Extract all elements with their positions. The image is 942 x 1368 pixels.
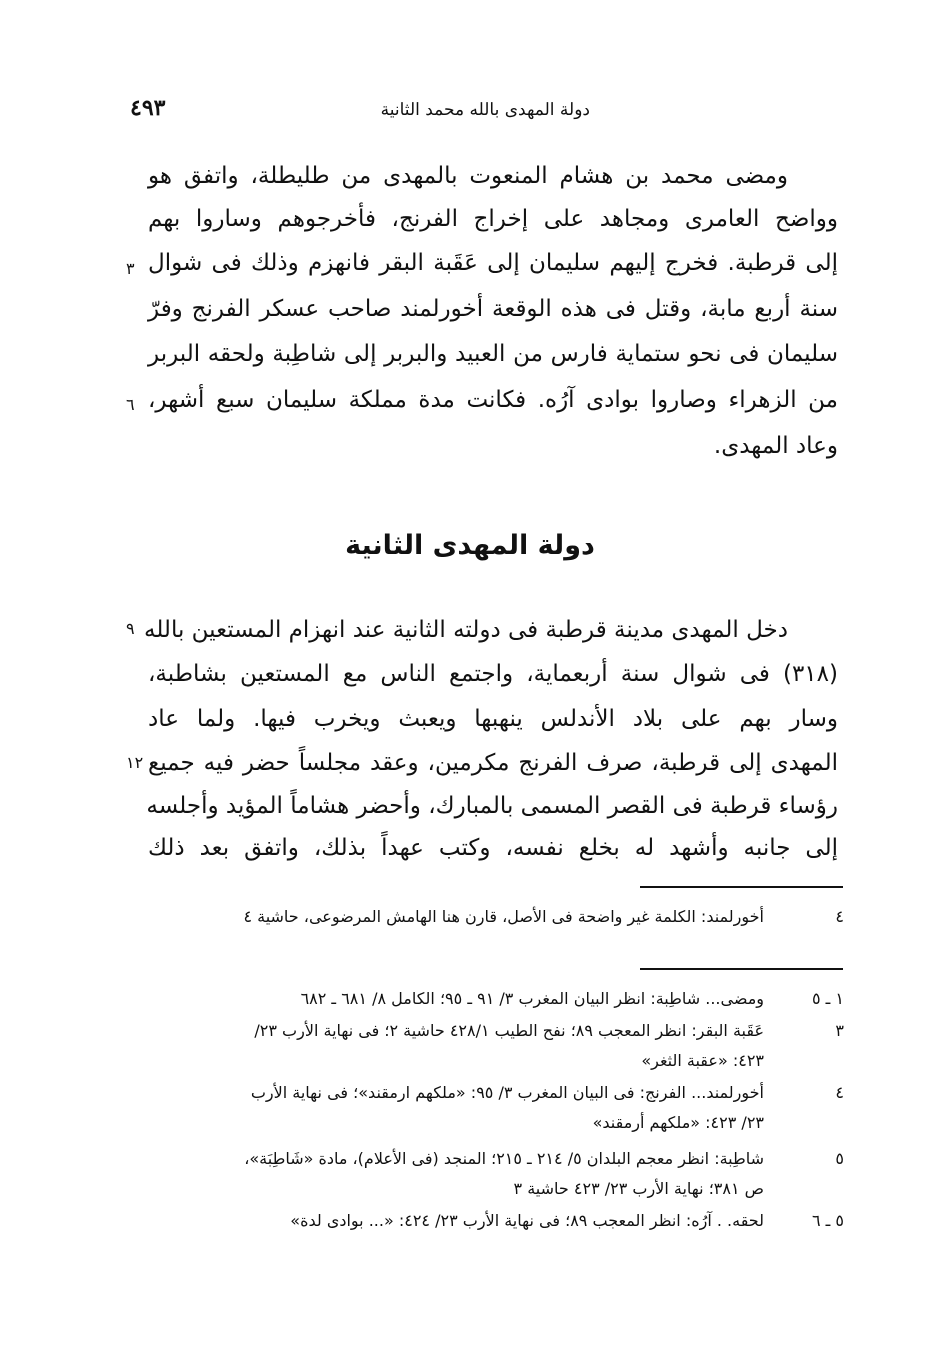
body-line: ومضى محمد بن هشام المنعوت بالمهدى من طليطلة، واتفق هو	[148, 163, 788, 189]
footnote-text: أخورلمند... الفرنج: فى البيان المغرب ٣/ ٩٥: «ملكهم ارمقند»؛ فى نهاية الأرب	[250, 1083, 764, 1102]
footnote-text: ٤٢٣: «عقبة الثغر»	[641, 1051, 764, 1070]
footnote-text: شاطِبة: انظر معجم البلدان ٥/ ٢١٤ ـ ٢١٥؛ المنجد (فى الأعلام)، مادة «شَاطِبَة»،	[244, 1149, 764, 1168]
body-line: إلى قرطبة. فخرج إليهم سليمان إلى عَقَبة البقر فانهزم وذلك فى شوال	[148, 250, 838, 276]
body-line: سنة أربع مابة، وقتل فى هذه الوقعة أخورلمند صاحب عسكر الفرنج وفرّ	[148, 296, 838, 322]
body-line: وسار بهم على بلاد الأندلس ينهبها ويعبث ويخرب فيها. ولما عاد	[148, 706, 838, 732]
footnote-rule	[640, 886, 843, 888]
body-line: دخل المهدى مدينة قرطبة فى دولته الثانية عند انهزام المستعين بالله	[143, 617, 788, 643]
footnote-key: ٤	[835, 907, 844, 926]
footnote-text: ٢٣/ ٤٢٣: «ملكهم أرمقند»	[592, 1113, 764, 1132]
footnote-key: ٤	[835, 1083, 844, 1102]
footnote	[0, 1078, 942, 1138]
footnote	[0, 902, 942, 932]
body-line: إلى جانبه وأشهد له بخلع نفسه، وكتب عهداً بذلك، واتفق بعد ذلك	[148, 835, 838, 861]
section-heading: دولة المهدى الثانية	[345, 530, 595, 561]
footnote	[0, 1016, 942, 1076]
footnote-text: أخورلمند: الكلمة غير واضحة فى الأصل، قارن هنا الهامش المرضوعى، حاشية ٤	[243, 907, 764, 926]
footnote	[0, 984, 942, 1014]
footnote-text: عَقَبة البقر: انظر المعجب ٨٩؛ نفح الطيب ٤٢٨/١ حاشية ٢؛ فى نهاية الأرب ٢٣/	[254, 1021, 764, 1040]
body-line: وعاد المهدى.	[713, 433, 838, 459]
body-line: وواضح العامرى ومجاهد على إخراج الفرنج، فأخرجوهم وساروا بهم	[148, 206, 838, 232]
footnote-key: ٣	[835, 1021, 844, 1040]
footnote-key: ١ ـ ٥	[811, 989, 844, 1008]
body-line: المهدى إلى قرطبة، صرف الفرنج مكرمين، وعقد مجلساً حضر فيه جميع	[148, 750, 838, 776]
body-line: من الزهراء وصاروا بوادى آرُه. فكانت مدة مملكة سليمان سبع أشهر،	[148, 387, 838, 413]
body-line: رؤساء قرطبة فى القصر المسمى بالمبارك، وأحضر هشاماً المؤيد وأجلسه	[146, 793, 838, 819]
footnote-rule	[640, 968, 843, 970]
body-line: سليمان فى نحو ستماية فارس من العبيد والبربر إلى شاطِبة ولحقه البربر	[148, 341, 838, 367]
footnote	[0, 1144, 942, 1204]
footnote-key: ٥ ـ ٦	[811, 1211, 844, 1230]
footnote-text: ومضى... شاطِبة: انظر البيان المغرب ٣/ ٩١ ـ ٩٥؛ الكامل ٨/ ٦٨١ ـ ٦٨٢	[300, 989, 764, 1008]
footnote-key: ٥	[835, 1149, 844, 1168]
line-number: ٣	[126, 259, 135, 278]
footnote-text: ص ٣٨١؛ نهاية الأرب ٢٣/ ٤٢٣ حاشية ٣	[513, 1179, 764, 1198]
footnote	[0, 1206, 942, 1236]
running-title: دولة المهدى بالله محمد الثانية	[380, 100, 590, 120]
line-number: ١٢	[126, 753, 144, 772]
line-number: ٦	[126, 395, 135, 414]
body-line: (٣١٨) فى شوال سنة أربعماية، واجتمع الناس مع المستعين بشاطبة،	[148, 661, 838, 687]
line-number: ٩	[126, 619, 135, 638]
page-number: ٤٩٣	[130, 95, 166, 121]
footnote-text: لحقه. . آرُه: انظر المعجب ٨٩؛ فى نهاية الأرب ٢٣/ ٤٢٤: «... بوادى لدة»	[290, 1211, 764, 1230]
